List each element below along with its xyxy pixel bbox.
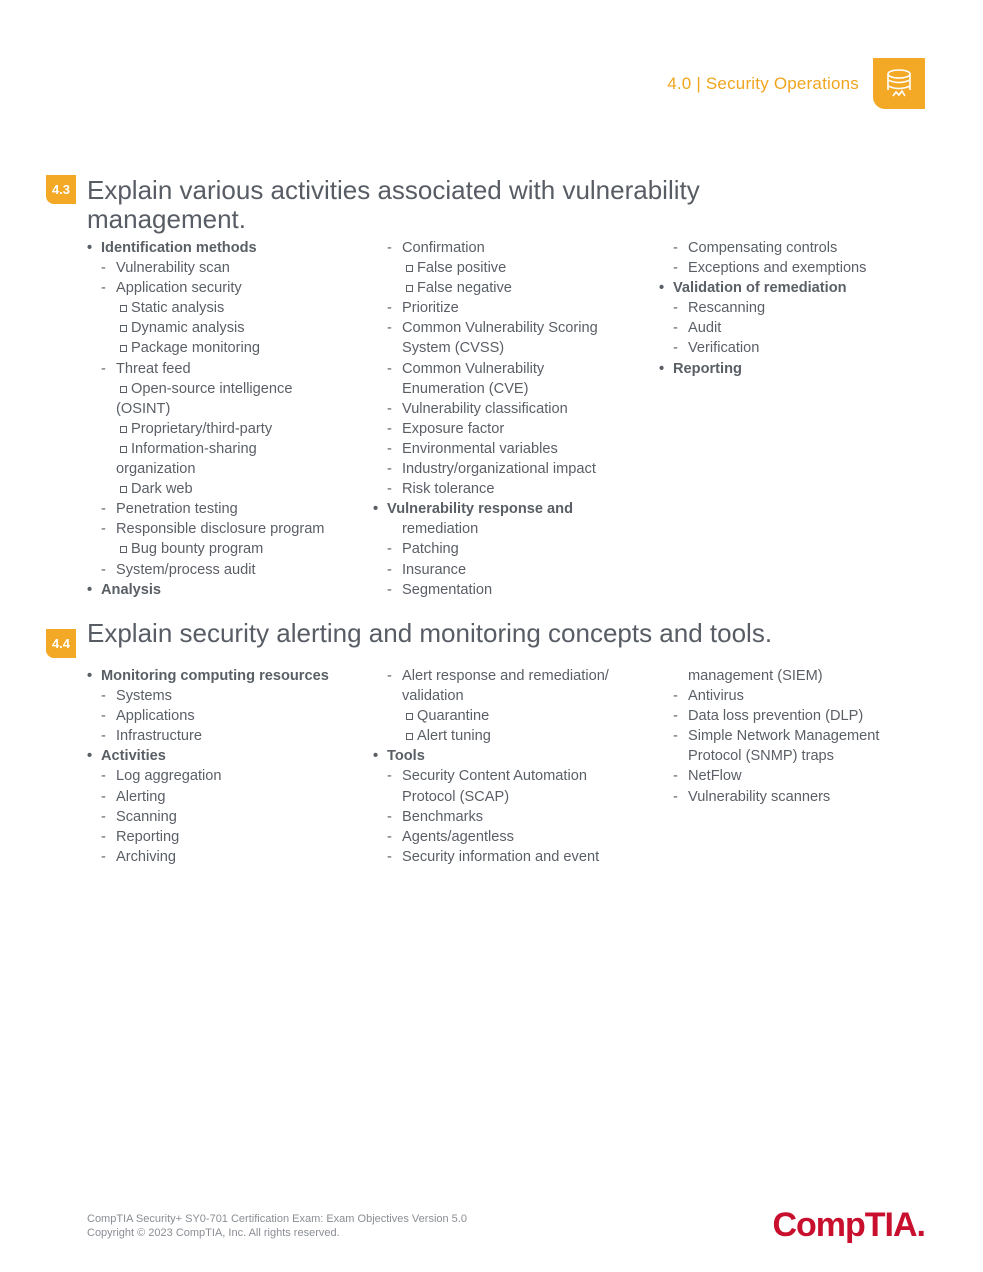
objective-columns	[87, 238, 945, 600]
bullet-item: • Reporting	[659, 359, 935, 379]
bullet-item: • Monitoring computing resources	[87, 666, 363, 686]
dash-item: - Threat feed	[87, 359, 363, 379]
objective-column	[373, 238, 659, 600]
bullet-item-continued: remediation	[402, 521, 479, 538]
dash-item: - Compensating controls	[659, 238, 935, 258]
sub-item: Dark web	[87, 479, 363, 499]
domain-title: 4.0 | Security Operations	[667, 73, 859, 93]
dash-item: - Infrastructure	[87, 726, 363, 746]
dash-item: - Agents/agentless	[373, 827, 649, 847]
database-icon	[873, 58, 925, 109]
dash-item: - Log aggregation	[87, 766, 363, 786]
dash-item: - Confirmation	[373, 238, 649, 258]
objective-column	[659, 238, 945, 600]
dash-item: - Exceptions and exemptions	[659, 258, 935, 278]
footer-exam-line: CompTIA Security+ SY0-701 Certification Exam: Exam Objectives Version 5.0	[87, 1213, 467, 1225]
bullet-item: • Identification methods	[87, 238, 363, 258]
dash-item: - Benchmarks	[373, 807, 649, 827]
dash-item: - Rescanning	[659, 298, 935, 318]
dash-item-continued: management (SIEM)	[688, 668, 823, 684]
dash-item: - Security Content Automation	[373, 766, 649, 786]
dash-item: - Alerting	[87, 787, 363, 807]
dash-item: - Vulnerability classification	[373, 399, 649, 419]
sub-item: Proprietary/third-party	[87, 419, 363, 439]
sub-item-continued: (OSINT)	[116, 400, 171, 417]
section-4-3	[46, 175, 926, 598]
sub-item: False positive	[373, 258, 649, 278]
dash-item: - Audit	[659, 318, 935, 338]
dash-item: - Alert response and remediation/	[373, 666, 649, 686]
bullet-item: • Analysis	[87, 580, 363, 600]
dash-item: - Common Vulnerability	[373, 359, 649, 379]
dash-item-continued: System (CVSS)	[402, 340, 505, 357]
dash-item: - Industry/organizational impact	[373, 459, 649, 479]
dash-item: - Responsible disclosure program	[87, 519, 363, 539]
sub-item: Quarantine	[373, 706, 649, 726]
dash-item-continued: Protocol (SCAP)	[402, 788, 510, 805]
objective-columns	[87, 666, 945, 867]
sub-item: Information-sharing	[87, 439, 363, 459]
sub-item: Open-source intelligence	[87, 379, 363, 399]
bullet-item: • Activities	[87, 746, 363, 766]
dash-item: - Scanning	[87, 807, 363, 827]
dash-item: - Insurance	[373, 560, 649, 580]
dash-item-continued: Protocol (SNMP) traps	[688, 748, 834, 765]
objective-column	[87, 238, 373, 600]
dash-item: - Vulnerability scan	[87, 258, 363, 278]
dash-item: - Exposure factor	[373, 419, 649, 439]
dash-item: - Environmental variables	[373, 439, 649, 459]
page-header	[667, 58, 925, 109]
section-badge: 4.4	[46, 629, 76, 658]
section-title: Explain security alerting and monitoring concepts and tools.	[87, 618, 773, 648]
dash-item: - NetFlow	[659, 766, 935, 786]
objective-column	[87, 666, 373, 867]
dash-item: - Risk tolerance	[373, 479, 649, 499]
dash-item: - Common Vulnerability Scoring	[373, 318, 649, 338]
bullet-item: • Validation of remediation	[659, 278, 935, 298]
sub-item: Dynamic analysis	[87, 318, 363, 338]
dash-item: - Penetration testing	[87, 499, 363, 519]
section-4-4	[46, 618, 926, 865]
dash-item: - Application security	[87, 278, 363, 298]
dash-item: - Segmentation	[373, 580, 649, 600]
dash-item: - Security information and event	[373, 847, 649, 867]
dash-item: - Simple Network Management	[659, 726, 935, 746]
dash-item: - Prioritize	[373, 298, 649, 318]
page-footer	[87, 1212, 467, 1240]
objective-column	[659, 666, 945, 867]
dash-item: - Antivirus	[659, 686, 935, 706]
sub-item: False negative	[373, 278, 649, 298]
dash-item: - Vulnerability scanners	[659, 787, 935, 807]
sub-item-continued: organization	[116, 461, 196, 478]
bullet-item: • Tools	[373, 746, 649, 766]
dash-item: - Verification	[659, 338, 935, 358]
sub-item: Alert tuning	[373, 726, 649, 746]
dash-item: - Data loss prevention (DLP)	[659, 706, 935, 726]
sub-item: Static analysis	[87, 298, 363, 318]
dash-item: - Applications	[87, 706, 363, 726]
footer-copyright: Copyright © 2023 CompTIA, Inc. All rights reserved.	[87, 1227, 340, 1239]
dash-item-continued: Enumeration (CVE)	[402, 380, 529, 397]
dash-item: - Systems	[87, 686, 363, 706]
dash-item: - Archiving	[87, 847, 363, 867]
section-title: Explain various activities associated with vulnerability management.	[87, 175, 700, 234]
section-badge: 4.3	[46, 175, 76, 204]
comptia-logo: CompTIA.	[772, 1206, 925, 1244]
bullet-item: • Vulnerability response and	[373, 499, 649, 519]
sub-item: Bug bounty program	[87, 539, 363, 559]
dash-item: - Patching	[373, 539, 649, 559]
dash-item: - Reporting	[87, 827, 363, 847]
dash-item: - System/process audit	[87, 560, 363, 580]
sub-item: Package monitoring	[87, 338, 363, 358]
objective-column	[373, 666, 659, 867]
dash-item-continued: validation	[402, 688, 464, 705]
